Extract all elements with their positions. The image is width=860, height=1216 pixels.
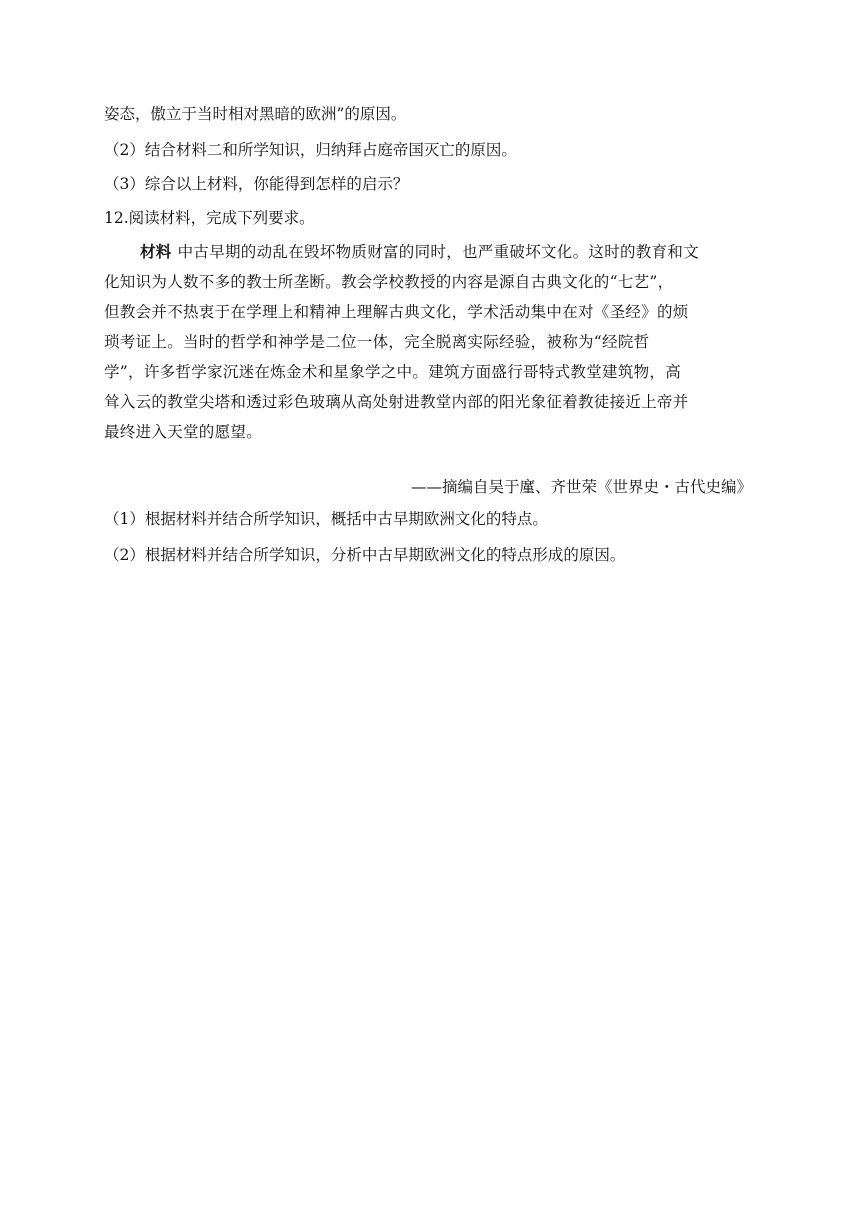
material-line-4: 琐考证上。当时的哲学和神学是二位一体，完全脱离实际经验，被称为“经院哲	[104, 333, 650, 351]
q12-material-block	[104, 237, 752, 447]
material-label: 材料	[140, 242, 172, 261]
material-line-7: 最终进入天堂的愿望。	[104, 423, 263, 441]
material-line-2: 化知识为人数不多的教士所垄断。教会学校教授的内容是源自古典文化的“七艺”，	[104, 273, 674, 291]
material-line-1	[104, 237, 752, 267]
q12-question-2: （2）根据材料并结合所学知识，分析中古早期欧洲文化的特点形成的原因。	[104, 546, 626, 564]
q12-question-1: （1）根据材料并结合所学知识，概括中古早期欧洲文化的特点。	[104, 510, 548, 528]
material-line-1-text: 中古早期的动乱在毁坏物质财富的同时，也严重破坏文化。这时的教育和文	[177, 243, 700, 261]
continued-question-text: 姿态，傲立于当时相对黑暗的欧洲”的原因。	[104, 105, 407, 123]
q11-part-2: （2）结合材料二和所学知识，归纳拜占庭帝国灭亡的原因。	[104, 141, 517, 159]
material-line-5: 学”，许多哲学家沉迷在炼金术和星象学之中。建筑方面盛行哥特式教堂建筑物，高	[104, 363, 682, 381]
material-line-6: 耸入云的教堂尖塔和透过彩色玻璃从高处射进教堂内部的阳光象征着教徒接近上帝并	[104, 393, 689, 411]
material-line-3: 但教会并不热衷于在学理上和精神上理解古典文化，学术活动集中在对《圣经》的烦	[104, 303, 689, 321]
material-source: ——摘编自吴于廑、齐世荣《世界史・古代史编》	[410, 478, 752, 496]
q12-heading: 12.阅读材料，完成下列要求。	[104, 209, 315, 227]
q11-part-3: （3）综合以上材料，你能得到怎样的启示？	[104, 175, 409, 193]
